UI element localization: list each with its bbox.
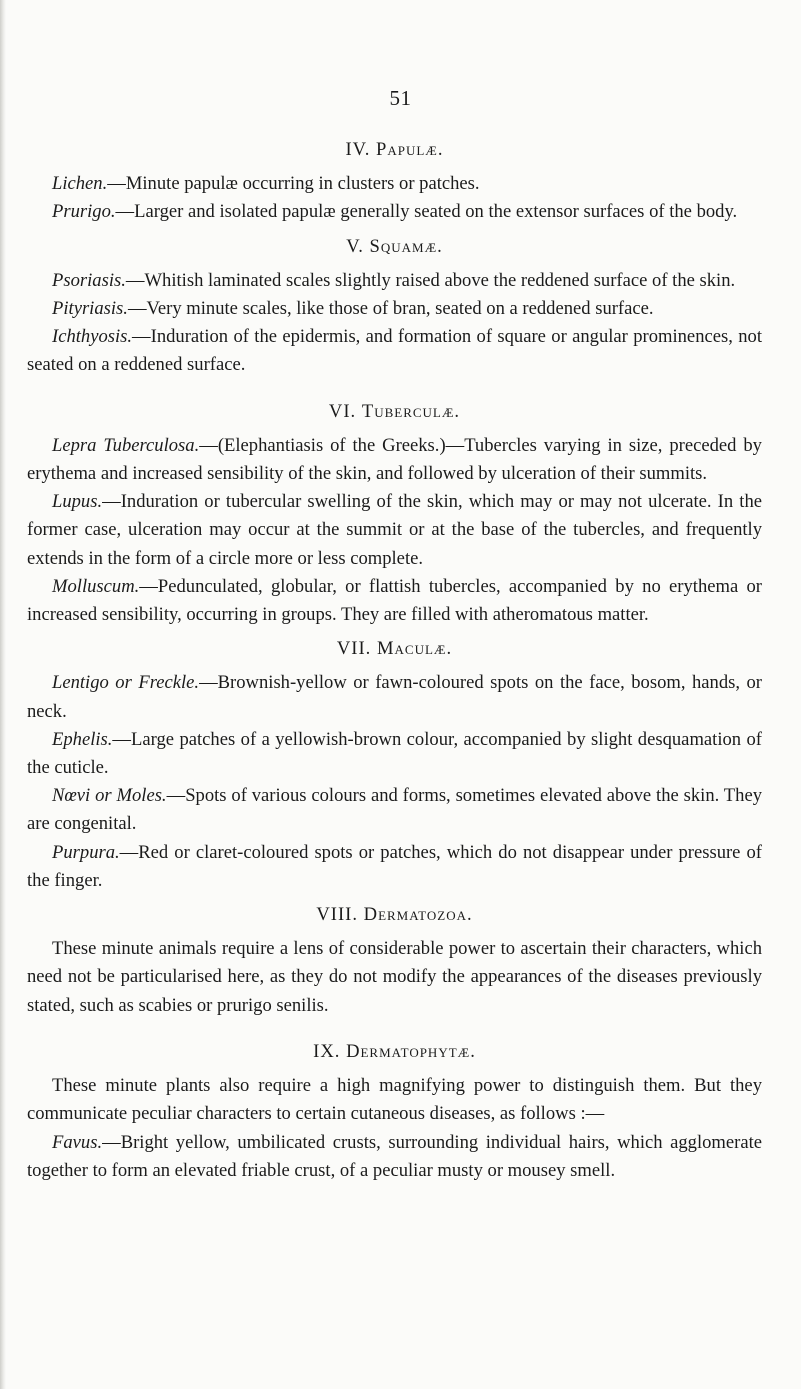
section-tuberculae (27, 398, 762, 630)
entry-favus: Favus.—Bright yellow, umbilicated crusts, surrounding individual hairs, which agglomerate together to form an elevated friable crust, of a peculiar musty or mousey smell. (27, 1131, 762, 1181)
entry-lupus: Lupus.—Induration or tubercular swelling of the skin, which may or may not ulcerate. In the former case, ulceration may occur at the summit or at the base of the tubercles, and frequently extends in the form of a circle more or less complete. (27, 491, 762, 569)
entry-prurigo: Prurigo.—Larger and isolated papulæ generally seated on the extensor surfaces of the body. (52, 201, 738, 223)
section-spacer (27, 380, 762, 392)
section-heading: V. Squamæ. (346, 235, 443, 257)
entry-lichen: Lichen.—Minute papulæ occurring in clusters or patches. (52, 173, 480, 195)
section-papulae (27, 136, 762, 227)
page-gutter-shadow (0, 0, 6, 1389)
section-heading: VII. Maculæ. (336, 638, 453, 660)
entry-ichthyosis: Ichthyosis.—Induration of the epidermis, and formation of square or angular prominences, not seated on a reddened surface. (27, 326, 762, 376)
section-spacer (27, 1020, 762, 1032)
entry-dermatozoa-text: These minute animals require a lens of considerable power to ascertain their characters, which need not be particularised here, as they do not modify the appearances of the diseases previously stated, such as scabies or prurigo senilis. (27, 938, 762, 1016)
section-dermatophytae (27, 1038, 762, 1185)
entry-lepra-tuberculosa: Lepra Tuberculosa.—(Elephantiasis of the Greeks.)—Tubercles varying in size, preceded by erythema and increased sensibility of the skin, and followed by ulceration of their summits. (27, 434, 762, 485)
entry-ephelis: Ephelis.—Large patches of a yellowish-brown colour, accompanied by slight desquamation of the cuticle. (27, 728, 762, 779)
section-squamae (27, 233, 762, 380)
page-number: 51 (389, 86, 412, 110)
entry-purpura: Purpura.—Red or claret-coloured spots or patches, which do not disappear under pressure of the finger. (27, 841, 762, 891)
section-maculae (27, 635, 762, 895)
section-heading: IV. Papulæ. (345, 139, 444, 160)
section-heading: IX. Dermatophytæ. (313, 1040, 476, 1062)
section-dermatozoa (27, 901, 762, 1020)
entry-lentigo: Lentigo or Freckle.—Brownish-yellow or fawn-coloured spots on the face, bosom, hands, or neck. (27, 672, 762, 722)
section-heading: VIII. Dermatozoa. (316, 904, 473, 926)
entry-pityriasis: Pityriasis.—Very minute scales, like those of bran, seated on a reddened surface. (52, 298, 654, 320)
entry-psoriasis: Psoriasis.—Whitish laminated scales slightly raised above the reddened surface of the skin. (52, 269, 736, 291)
section-heading: VI. Tuberculæ. (328, 400, 461, 422)
page-body (27, 130, 762, 1185)
entry-naevi: Nœvi or Moles.—Spots of various colours and forms, sometimes elevated above the skin. They are congenital. (27, 785, 762, 835)
entry-molluscum: Molluscum.—Pedunculated, globular, or flattish tubercles, accompanied by no erythema or increased sensibility, occurring in groups. They are filled with atheromatous matter. (27, 575, 762, 626)
entry-dermatophytae-text: These minute plants also require a high magnifying power to distinguish them. But they communicate peculiar characters to certain cutaneous diseases, as follows :— (27, 1075, 762, 1125)
